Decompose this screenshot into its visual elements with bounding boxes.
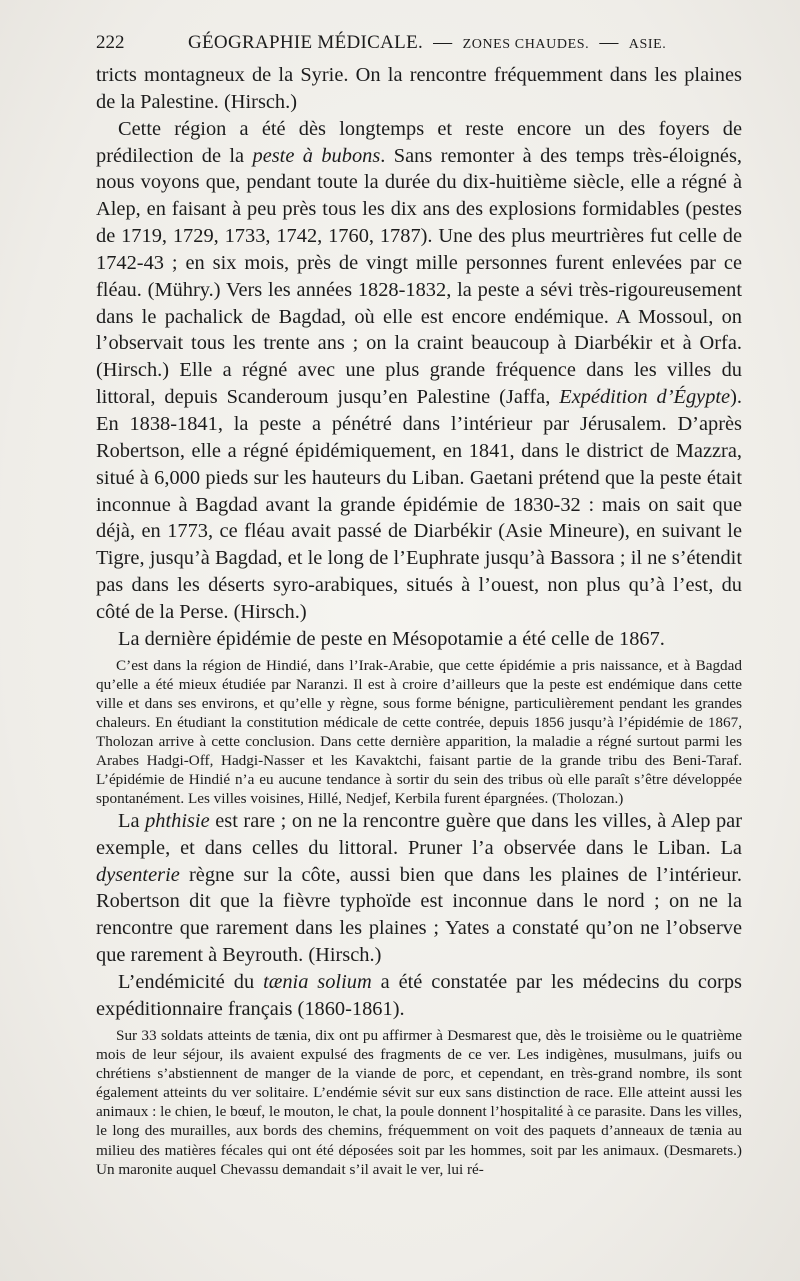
book-title: GÉOGRAPHIE MÉDICALE. bbox=[188, 32, 424, 53]
term-expedition-egypte: Expédition d’Égypte bbox=[559, 386, 731, 409]
page-body bbox=[96, 62, 742, 1179]
note-taenia: Sur 33 soldats atteints de tænia, dix ont pu affirmer à Desmarest que, dès le troisième ou le quatrième mois de leur séjour, ils avaient expulsé des fragments de ce ver. Les indigènes, musulmans, juifs ou chrétiens s’abstiennent de manger de la viande de porc, et cependant, en très-grand nombre, ils sont également atteints du ver solitaire. L’endémie sévit sur eux sans distinction de race. Elle atteint aussi les animaux : le chien, le bœuf, le mouton, le chat, la poule donnent l’hospitalité à ce parasite. Dans les villes, le long des murailles, aux bords des chemins, fréquemment on voit des paquets d’anneaux de tænia au milieu des matières fécales qui ont été déposées soit par les hommes, soit par les animaux. (Desmarets.) Un maronite auquel Chevassu demandait s’il avait le ver, lui ré- bbox=[96, 1026, 742, 1178]
term-dysenterie: dysenterie bbox=[96, 863, 180, 886]
paragraph-continuation: tricts montagneux de la Syrie. On la rencontre fréquemment dans les plaines de la Palestine. (Hirsch.) bbox=[96, 64, 742, 113]
running-header bbox=[96, 30, 760, 56]
term-taenia-solium: tænia solium bbox=[263, 971, 372, 993]
paragraph-last-epidemic: La dernière épidémie de peste en Mésopotamie a été celle de 1867. bbox=[118, 627, 665, 650]
header-dash: — bbox=[433, 32, 453, 53]
note-hindie: C’est dans la région de Hindié, dans l’Irak-Arabie, que cette épidémie a pris naissance, et à Bagdad qu’elle a été mieux étudiée par Naranzi. Il est à croire d’ailleurs que la peste est endémique dans cette ville et dans ses environs, et qu’elle y règne, sous forme bénigne, particulièrement pendant les grandes chaleurs. En étudiant la constitution médicale de cette contrée, depuis 1856 jusqu’à l’épidémie de 1867, Tholozan arrive à cette conclusion. Dans cette dernière apparition, la maladie a régné surtout parmi les Arabes Hadgi-Off, Hadgi-Nasser et les Kavaktchi, faisant partie de la grande tribu des Beni-Taraf. L’épidémie de Hindié n’a eu aucune tendance à sortir du sein des tribus où elle paraît s’être développée spontanément. Les villes voisines, Hillé, Nedjef, Kerbila furent épargnées. (Tholozan.) bbox=[96, 656, 742, 807]
header-dash: — bbox=[599, 32, 619, 53]
running-title bbox=[188, 30, 666, 58]
page-number: 222 bbox=[96, 32, 125, 53]
paragraph-taenia: L’endémicité du tænia solium a été constatée par les médecins du corps expéditionnaire français (1860-1861). bbox=[96, 971, 742, 1020]
term-phthisie: phthisie bbox=[145, 809, 210, 832]
section-title: ZONES CHAUDES. bbox=[462, 37, 590, 52]
paragraph-plague: Cette région a été dès longtemps et reste encore un des foyers de prédilection de la peste à bubons. Sans remonter à des temps très-éloignés, nous voyons que, pendant toute la durée du dix-huitième siècle, elle a régné à Alep, en faisant à peu près tous les dix ans des explosions formidables (pestes de 1719, 1729, 1733, 1742, 1760, 1787). Une des plus meurtrières fut celle de 1742-43 ; en six mois, près de vingt mille personnes furent enlevées par ce fléau. (Mühry.) Vers les années 1828-1832, la peste a sévi très-rigoureusement dans le pachalick de Bagdad, où elle est encore endémique. A Mossoul, on l’observait tous les trente ans ; on la craint beaucoup à Diarbékir et à Orfa. (Hirsch.) Elle a régné avec une plus grande fréquence dans les villes du littoral, depuis Scanderoum jusqu’en Palestine (Jaffa, Expédition d’Égypte). En 1838-1841, la peste a pénétré dans l’intérieur par Jérusalem. D’après Robertson, elle a régné épidémiquement, en 1841, dans le district de Mazzra, situé à 6,000 pieds sur les hauteurs du Liban. Gaetani prétend que la peste était inconnue à Bagdad avant la grande épidémie de 1830-32 : mais on sait que déjà, en 1773, ce fléau avait passé de Diarbékir (Asie Mineure), en suivant le Tigre, jusqu’à Bagdad, et le long de l’Euphrate jusqu’à Bassora ; il ne s’étendit pas dans les déserts syro-arabiques, situés à l’ouest, non plus qu’à l’est, du côté de la Perse. (Hirsch.) bbox=[96, 117, 743, 623]
paragraph-phthisie: La phthisie est rare ; on ne la rencontre guère que dans les villes, à Alep par exemple, et dans celles du littoral. Pruner l’a observée dans le Liban. La dysenterie règne sur la côte, aussi bien que dans les plaines de l’intérieur. Robertson dit que la fièvre typhoïde est inconnue dans le nord ; on ne la rencontre que rarement dans les plaines ; Yates a constaté qu’on ne l’observe que rarement à Beyrouth. (Hirsch.) bbox=[96, 809, 743, 967]
term-peste-a-bubons: peste à bubons bbox=[252, 144, 381, 167]
region-title: ASIE. bbox=[628, 37, 667, 52]
